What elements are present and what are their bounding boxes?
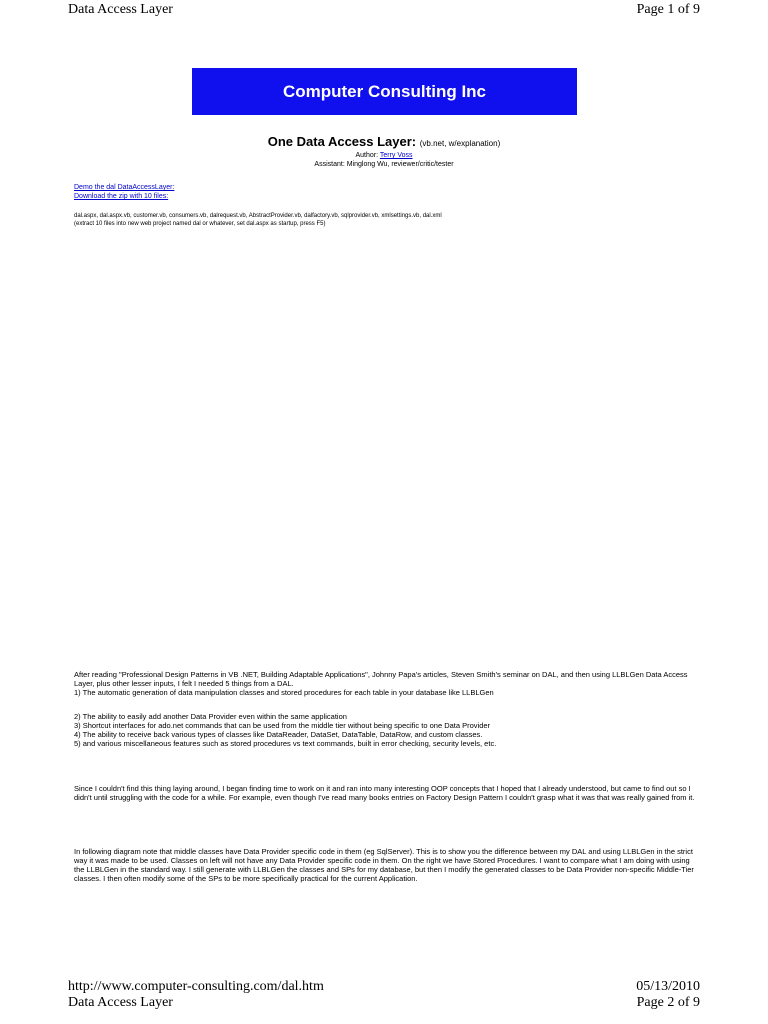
company-banner	[192, 68, 577, 115]
install-instructions: (extract 10 files into new web project named dal or whatever, set dal.aspx as startup, press F5)	[74, 221, 326, 227]
paragraph-intro: After reading "Professional Design Patterns in VB .NET, Building Adaptable Applications", Johnny Papa's articles, Steven Smith's seminar on DAL, and then using LLBLGen Data Access Layer, plus other lesser inputs, I felt I needed 5 things from a DAL. 1) The automatic generation of data manipulation classes and stored procedures for each table in your database like LLBLGen	[74, 670, 688, 697]
paragraph-requirements: 2) The ability to easily add another Data Provider even within the same application 3) Shortcut interfaces for ado.net commands that can be used from the middle tier without being specific to one Data Provider 4) The ability to receive back various types of classes like DataReader, DataSet, DataTable, DataRow, and custom classes. 5) and various miscellaneous features such as stored procedures vs text commands, built in error checking, security levels, etc.	[74, 712, 497, 748]
assistant-line: Assistant: Minglong Wu, reviewer/critic/tester	[314, 161, 454, 168]
download-link[interactable]: Download the zip with 10 files:	[74, 193, 169, 200]
next-page-number: Page 2 of 9	[636, 995, 700, 1010]
header-page-number: Page 1 of 9	[636, 2, 700, 17]
footer-date: 05/13/2010	[636, 979, 700, 994]
footer-url: http://www.computer-consulting.com/dal.htm	[68, 979, 324, 994]
paragraph-background: Since I couldn't find this thing laying around, I began finding time to work on it and ran into many interesting OOP concepts that I hoped that I already understood, but came to find out so I didn't until struggling with the code for a while. For example, even though I've read many books entries on Factory Design Pattern I couldn't grasp what it was that was really gained from it.	[74, 784, 695, 802]
banner-text: Computer Consulting Inc	[282, 82, 487, 101]
links-block	[74, 183, 174, 201]
demo-link[interactable]: Demo the dal DataAccessLayer:	[74, 184, 175, 191]
paragraph-diagram-note: In following diagram note that middle classes have Data Provider specific code in them (eg SqlServer). This is to show you the difference between my DAL and using LLBLGen in the strict way it was made to be used. Classes on left will not have any Data Provider specific code in them. On the right we have Stored Procedures. I want to compare what I am doing with using the LLBLGen in the standard way. I still generate with LLBLGen the classes and SPs for my database, but then I modify the generated classes to be Data Provider non-specific Middle-Tier classes. I then often modify some of the SPs to be more specifically practical for the current Application.	[74, 847, 694, 883]
title-text: One Data Access Layer:	[267, 134, 417, 149]
header-title: Data Access Layer	[68, 2, 173, 17]
title-subtitle: (vb.net, w/explanation)	[419, 139, 501, 148]
next-page-title: Data Access Layer	[68, 995, 173, 1010]
file-list: dal.aspx, dal.aspx.vb, customer.vb, consumers.vb, dalrequest.vb, AbstractProvider.vb, dalfactory.vb, sqlprovider.vb, xmlsettings.vb, dal.xml	[74, 213, 442, 219]
page-title	[0, 134, 768, 151]
author-link[interactable]: Terry Voss	[379, 152, 413, 159]
author-line	[0, 151, 768, 160]
author-label: Author:	[355, 152, 379, 159]
